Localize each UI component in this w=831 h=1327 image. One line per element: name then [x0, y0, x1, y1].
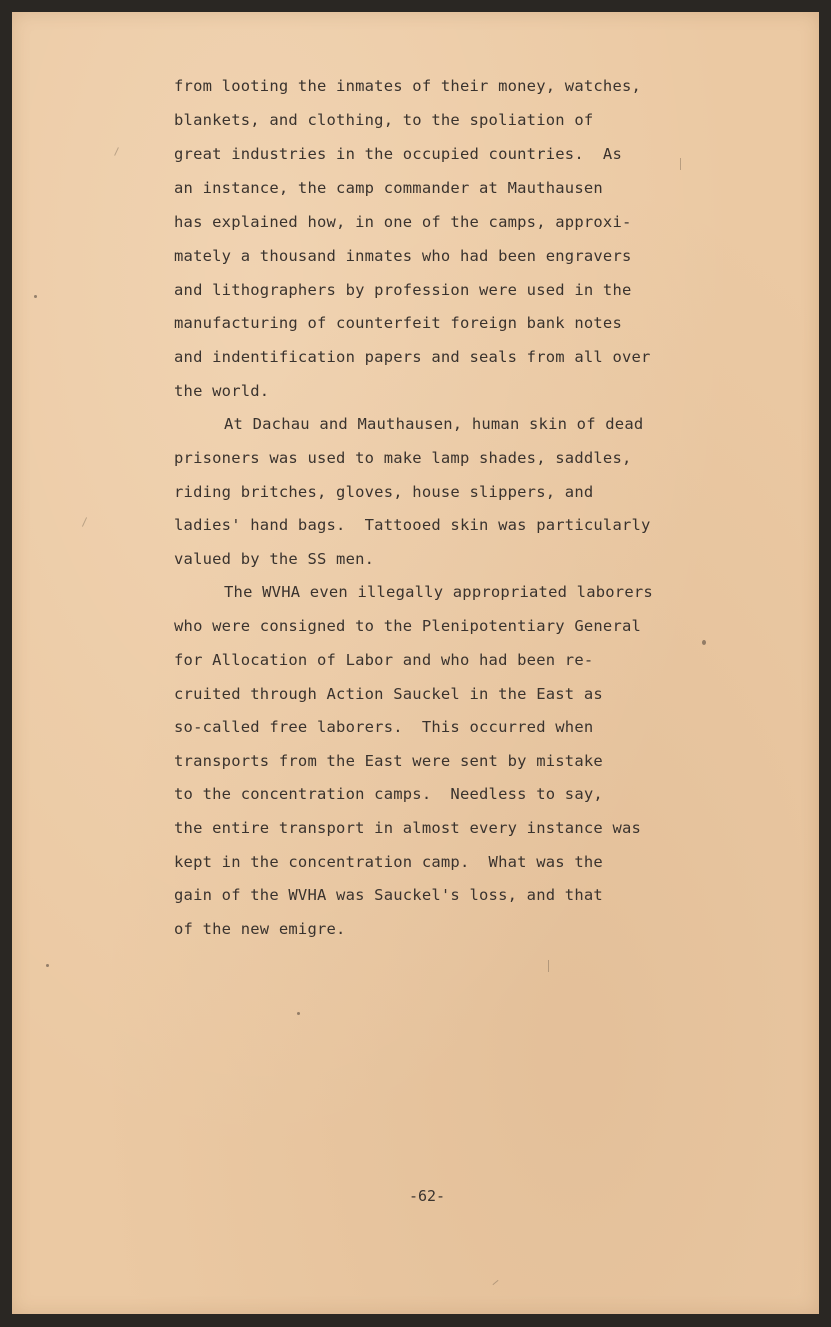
text-line: great industries in the occupied countries. As [174, 145, 622, 163]
text-line: the world. [174, 382, 270, 400]
text-line: The WVHA even illegally appropriated laborers [224, 583, 653, 601]
text-line: valued by the SS men. [174, 550, 375, 568]
text-line: the entire transport in almost every instance was [174, 819, 642, 837]
paper-speck [297, 1012, 300, 1015]
text-line: At Dachau and Mauthausen, human skin of dead [224, 415, 644, 433]
text-line: for Allocation of Labor and who had been re- [174, 651, 594, 669]
text-line: riding britches, gloves, house slippers, and [174, 483, 594, 501]
text-line: ladies' hand bags. Tattooed skin was particularly [174, 516, 651, 534]
text-line: gain of the WVHA was Sauckel's loss, and that [174, 886, 603, 904]
text-line: an instance, the camp commander at Mauthausen [174, 179, 603, 197]
page-number: -62- [408, 1187, 446, 1205]
paper-speck [702, 640, 706, 645]
paper-mark [492, 1280, 498, 1285]
text-line: so-called free laborers. This occurred when [174, 718, 594, 736]
paper-speck [34, 295, 37, 298]
typewritten-page [12, 12, 819, 1314]
text-line: blankets, and clothing, to the spoliation of [174, 111, 594, 129]
text-line: cruited through Action Sauckel in the East as [174, 685, 603, 703]
text-line: kept in the concentration camp. What was the [174, 853, 603, 871]
text-line: transports from the East were sent by mistake [174, 752, 603, 770]
text-line: to the concentration camps. Needless to say, [174, 785, 603, 803]
text-line: who were consigned to the Plenipotentiary General [174, 617, 642, 635]
text-line: prisoners was used to make lamp shades, saddles, [174, 449, 632, 467]
paper-mark [82, 517, 87, 526]
text-line: manufacturing of counterfeit foreign bank notes [174, 314, 622, 332]
paper-speck [46, 964, 49, 967]
paper-mark [680, 158, 681, 170]
text-line: of the new emigre. [174, 920, 346, 938]
paper-mark [548, 960, 549, 972]
paper-mark [114, 147, 119, 156]
text-line: and lithographers by profession were used in the [174, 281, 632, 299]
text-line: mately a thousand inmates who had been engravers [174, 247, 632, 265]
text-line: and indentification papers and seals from all over [174, 348, 651, 366]
text-line: from looting the inmates of their money, watches, [174, 77, 642, 95]
text-line: has explained how, in one of the camps, approxi- [174, 213, 632, 231]
